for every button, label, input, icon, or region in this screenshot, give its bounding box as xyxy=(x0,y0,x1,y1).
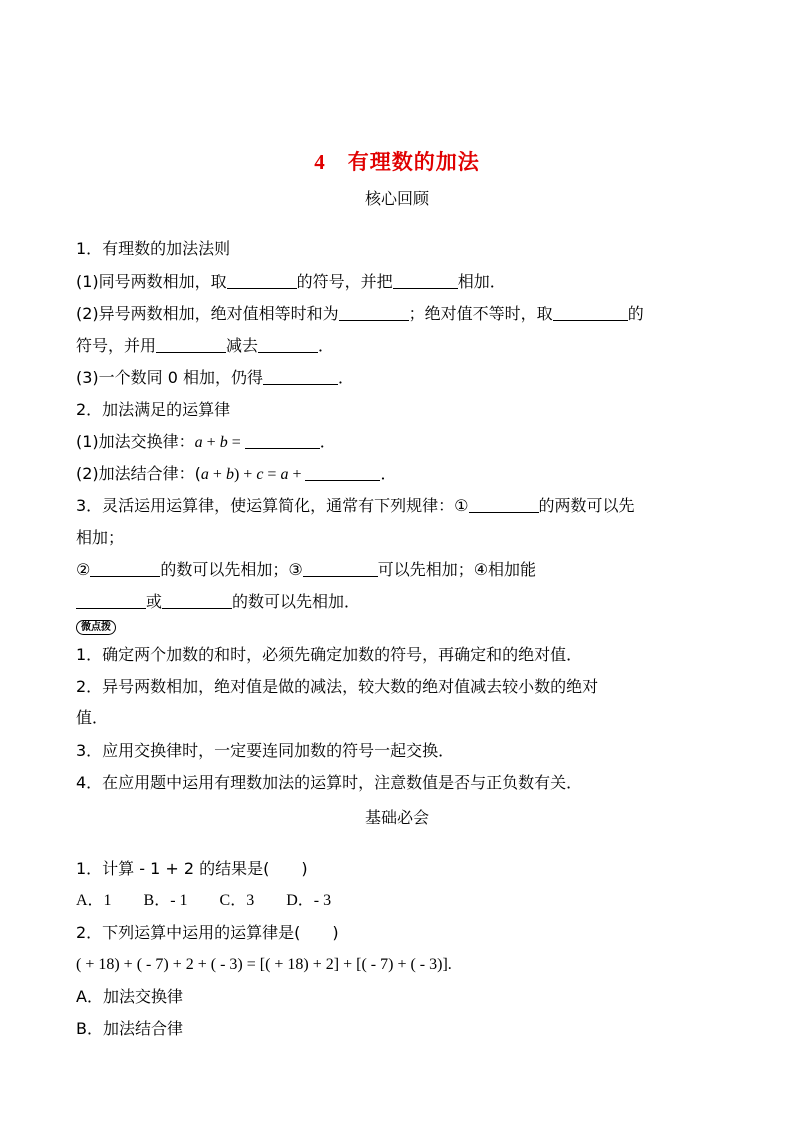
q2-heading: 2．加法满足的运算律 xyxy=(76,400,231,419)
q1-rule-2a: (2)异号两数相加，绝对值相等时和为 ；绝对值不等时，取 的 xyxy=(76,304,644,323)
tip-2a: 2．异号两数相加，绝对值是做的减法，较大数的绝对值减去较小数的绝对 xyxy=(76,677,599,696)
q3-line-3: ② 的数可以先相加；③ 可以先相加；④相加能 xyxy=(76,560,537,579)
answer-blank[interactable] xyxy=(156,338,226,353)
answer-blank[interactable] xyxy=(469,498,539,513)
problem-2-option-b: B．加法结合律 xyxy=(76,1019,183,1038)
problem-2-option-a: A．加法交换律 xyxy=(76,987,183,1006)
q2-associative: (2)加法结合律：(a + b) + c = a + ． xyxy=(76,464,397,483)
section-heading-basics: 基础必会 xyxy=(364,808,429,827)
q1-rule-2b: 符号，并用 减去 ． xyxy=(76,336,335,355)
tip-4: 4．在应用题中运用有理数加法的运算时，注意数值是否与正负数有关． xyxy=(76,773,583,792)
answer-blank[interactable] xyxy=(245,434,320,449)
q1-rule-1: (1)同号两数相加，取 的符号，并把 相加． xyxy=(76,272,506,291)
problem-1-options: A．1 B．- 1 C．3 D．- 3 xyxy=(76,892,332,909)
section-heading-review: 核心回顾 xyxy=(364,189,429,208)
problem-1-stem: 1．计算 - 1 + 2 的结果是( ) xyxy=(76,859,308,878)
answer-blank[interactable] xyxy=(305,466,380,481)
tips-badge: 微点拨 xyxy=(76,620,116,635)
answer-blank[interactable] xyxy=(339,306,409,321)
answer-blank[interactable] xyxy=(303,562,378,577)
answer-blank[interactable] xyxy=(162,594,232,609)
answer-blank[interactable] xyxy=(258,338,318,353)
title-number: 4 xyxy=(314,150,326,174)
problem-2-expression: ( + 18) + ( - 7) + 2 + ( - 3) = [( + 18) + 2] + [( - 7) + ( - 3)]. xyxy=(76,956,452,973)
q3-line-4: 或 的数可以先相加． xyxy=(76,592,360,612)
q3-line-2: 相加； xyxy=(76,528,125,547)
answer-blank[interactable] xyxy=(553,306,628,321)
title-text: 有理数的加法 xyxy=(347,150,480,174)
tip-2b: 值． xyxy=(76,708,109,727)
problem-2-stem: 2．下列运算中运用的运算律是( ) xyxy=(76,923,339,942)
answer-blank[interactable] xyxy=(393,274,458,289)
answer-blank[interactable] xyxy=(227,274,297,289)
answer-blank[interactable] xyxy=(263,370,338,385)
q1-heading: 1．有理数的加法法则 xyxy=(76,239,231,258)
q2-commutative: (1)加法交换律：a + b = ． xyxy=(76,432,336,451)
page-title xyxy=(0,146,794,176)
q1-rule-3: (3)一个数同 0 相加，仍得 ． xyxy=(76,368,355,387)
q3-line-1: 3．灵活运用运算律，使运算简化，通常有下列规律：① 的两数可以先 xyxy=(76,496,635,515)
answer-blank[interactable] xyxy=(90,562,160,577)
tip-1: 1．确定两个加数的和时，必须先确定加数的符号，再确定和的绝对值． xyxy=(76,645,583,664)
answer-blank[interactable] xyxy=(76,594,146,609)
tip-3: 3．应用交换律时，一定要连同加数的符号一起交换． xyxy=(76,741,455,760)
